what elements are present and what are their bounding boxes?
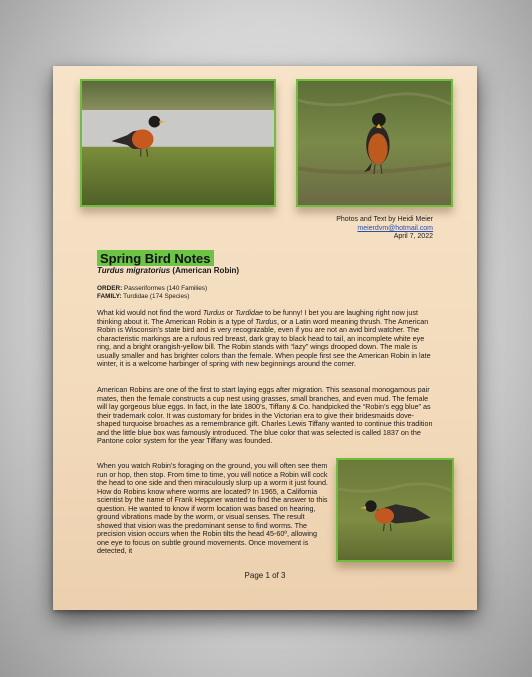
robin-photo-grass [296,79,453,207]
author-email-link[interactable]: meierdvm@hotmail.com [357,224,433,232]
family-label: FAMILY: [97,293,122,300]
common-name: (American Robin) [170,266,240,275]
text-run-italic: Turdidae [235,308,263,317]
page-number: Page 1 of 3 [244,571,286,580]
robin-photo-foraging [336,458,454,562]
paragraph-nesting: American Robins are one of the first to start laying eggs after migration. This seasonal monogamous pair mates, then the female constructs a cup nest using grasses, small branches, and even mud. The female will lay gorgeous blue eggs. In fact, in the late 1800’s, Tiffany & Co. handpicked the “Robin’s egg blue” as their trademark color. It was customary for brides in the Victorian era to give their bridesmaids dove-shaped turquoise broaches as a remembrance gift. Charles Lewis Tiffany wanted to continue this tradition and the little blue box was famously introduced. The blue color that was selected is called 1837 on the Pantone color system for the year Tiffany was founded. [97,385,433,446]
species-subtitle [97,266,239,275]
text-run: , or a Latin word meaning thrush. The American Robin is Wisconsin’s state bird and is very recognizable, even if you are not an avid bird watcher. The characteristic markings are a rufous red breast, dark gray to black head to tail, an incomplete white eye ring, and a bright orangish-yellow bill. The Robin stands with “lazy” wings drooped down. The male is usually smaller and has brighter colors than the female. When people first see the American Robin in late winter, it is a welcome harbinger of spring with new beginnings around the corner. [97,316,431,369]
credits-author: Photos and Text by Heidi Meier [336,216,433,223]
paragraph-foraging: When you watch Robin’s foraging on the ground, you will often see them run or hop, then stop. From time to time, you will notice a Robin will cock the head to one side and then miraculously slurp up a worm it just found. How do Robins know where worms are located? In 1965, a California scientist by the name of Frank Heppner wanted to find the answer to this question. He wanted to know if worm location was based on hearing, ground vibrations made by the worm, or visual senses. The result showed that vision was the predominant sense to find worms. The precision vision occurs when the Robin tilts the head 45-60º, allowing one eye to focus on subtle ground movements. Once movement is detected, it [97,461,328,556]
text-run: to be funny! I bet you are laughing right now just thinking about it. The American Robin is a type of [97,308,418,326]
order-value: Passeriformes (140 Families) [122,285,208,292]
scientific-name: Turdus migratorius [97,266,171,275]
text-run: What kid would not find the word [97,308,203,317]
credits-block [336,216,433,242]
order-label: ORDER: [97,285,123,292]
text-run-italic: Turdus [255,316,277,326]
text-run-italic: Turdus [202,308,225,317]
family-value: Turdidae (174 Species) [121,293,190,300]
text-run: or [224,308,236,317]
document-page [53,66,477,610]
page-title: Spring Bird Notes [97,250,214,266]
taxonomy-block [97,285,207,301]
credits-date: April 7, 2022 [393,233,433,241]
paragraph-intro [97,309,433,369]
robin-photo-road [80,79,276,207]
